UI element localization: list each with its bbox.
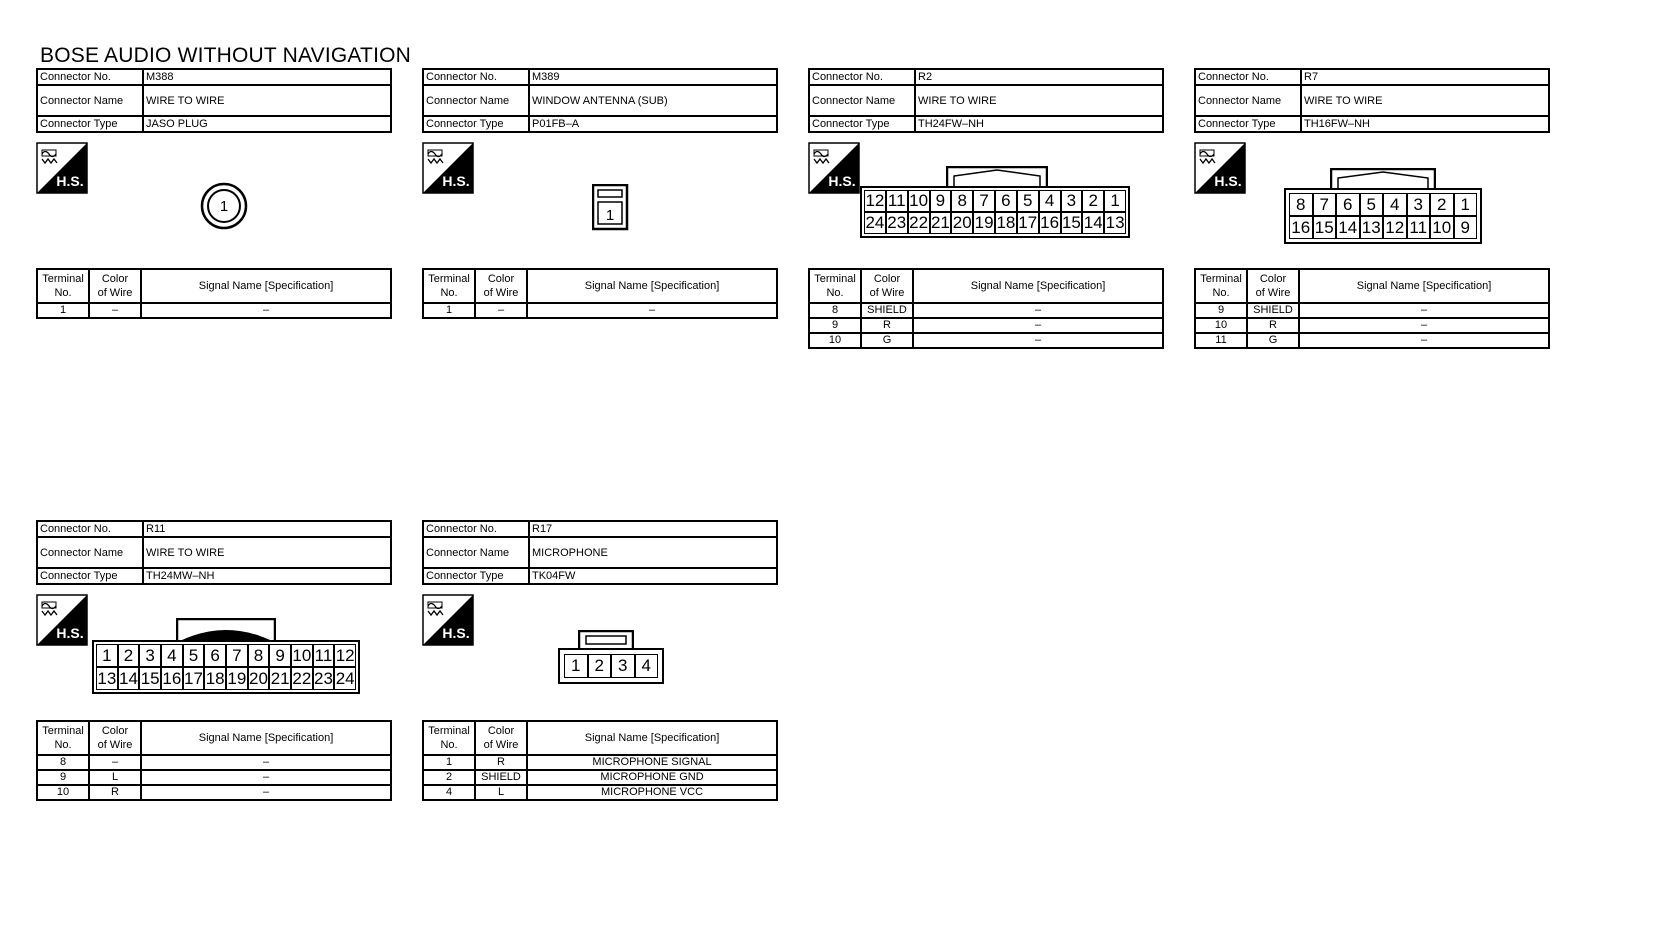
connector-panel-r11 <box>36 520 394 820</box>
pin-cell: 15 <box>1061 213 1081 232</box>
pin-cell: 18 <box>204 667 226 690</box>
pin-cell: 10 <box>1430 216 1454 239</box>
pin-cell: 16 <box>1289 216 1313 239</box>
connector-type-label: Connector Type <box>809 116 915 132</box>
table-row: 10 R – <box>37 785 391 800</box>
table-row: 8 – – <box>37 755 391 770</box>
hs-label: H.S. <box>828 173 856 189</box>
pin-cell: 1 <box>1104 190 1126 212</box>
color-header: Color of Wire <box>475 269 527 303</box>
harness-side-icon <box>1194 142 1246 194</box>
pin-cell: 3 <box>1407 193 1431 216</box>
connector-name-label: Connector Name <box>37 537 143 568</box>
pin-cell: 9 <box>930 190 952 212</box>
pin-cell: 4 <box>1383 193 1407 216</box>
table-row: 1 – – <box>423 303 777 318</box>
connector-type-value: TH24FW–NH <box>915 116 1163 132</box>
pin-cell: 10 <box>909 191 929 210</box>
connector-name-value: WIRE TO WIRE <box>143 537 391 568</box>
pin-cell: 2 <box>118 644 140 667</box>
connector-type-label: Connector Type <box>37 116 143 132</box>
pin-cell: 7 <box>1313 193 1337 216</box>
connector-no-label: Connector No. <box>423 521 529 537</box>
pin-cell: 19 <box>974 213 994 232</box>
terminal-no-header: Terminal No. <box>1195 269 1247 303</box>
connector-name-label: Connector Name <box>423 537 529 568</box>
signal-header: Signal Name [Specification] <box>141 721 391 755</box>
pin-cell: 20 <box>952 213 972 232</box>
hs-label: H.S. <box>442 625 470 641</box>
connector-type-label: Connector Type <box>1195 116 1301 132</box>
signal-header: Signal Name [Specification] <box>141 269 391 303</box>
connector-face-r11 <box>92 640 360 694</box>
connector-name-label: Connector Name <box>423 85 529 116</box>
connector-latch <box>176 618 276 642</box>
terminal-no-header: Terminal No. <box>423 721 475 755</box>
connector-type-label: Connector Type <box>423 116 529 132</box>
color-header: Color of Wire <box>475 721 527 755</box>
table-row: 11 G – <box>1195 333 1549 348</box>
terminal-table <box>1194 268 1550 349</box>
color-header: Color of Wire <box>1247 269 1299 303</box>
connector-no-value: R7 <box>1301 69 1549 85</box>
connector-type-value: TH16FW–NH <box>1301 116 1549 132</box>
pin-cell: 18 <box>996 213 1016 232</box>
pin-cell: 21 <box>930 213 950 232</box>
pin-cell: 24 <box>334 667 356 690</box>
connector-name-value: WIRE TO WIRE <box>143 85 391 116</box>
connector-type-value: TH24MW–NH <box>143 568 391 584</box>
pin-cell: 11 <box>1407 216 1431 239</box>
hs-label: H.S. <box>56 173 84 189</box>
connector-face-r7 <box>1284 188 1482 244</box>
connector-face-m389 <box>592 184 630 232</box>
connector-no-label: Connector No. <box>809 69 915 85</box>
pin-cell: 24 <box>865 213 885 232</box>
pin-cell: 4 <box>1039 190 1061 212</box>
hs-label: H.S. <box>56 625 84 641</box>
pin-cell: 4 <box>635 654 659 678</box>
table-row: 8 SHIELD – <box>809 303 1163 318</box>
connector-name-value: WINDOW ANTENNA (SUB) <box>529 85 777 116</box>
table-row: 10 G – <box>809 333 1163 348</box>
connector-panel-m389 <box>422 68 780 368</box>
pin-cell: 2 <box>1082 190 1104 212</box>
terminal-no-header: Terminal No. <box>423 269 475 303</box>
terminal-table <box>422 720 778 801</box>
terminal-table <box>36 268 392 319</box>
pin-cell: 16 <box>1040 213 1060 232</box>
pin-cell: 23 <box>887 213 907 232</box>
signal-header: Signal Name [Specification] <box>527 269 777 303</box>
pin-cell: 14 <box>1083 213 1103 232</box>
hs-label: H.S. <box>442 173 470 189</box>
connector-panel-r17 <box>422 520 780 820</box>
connector-header <box>422 68 778 133</box>
harness-side-icon <box>808 142 860 194</box>
pin-cell: 10 <box>291 644 313 667</box>
color-header: Color of Wire <box>89 269 141 303</box>
pin-cell: 17 <box>1018 213 1038 232</box>
pin-cell: 14 <box>118 667 140 690</box>
pin-cell: 6 <box>1336 193 1360 216</box>
pin-cell: 3 <box>1061 190 1083 212</box>
harness-side-icon <box>36 594 88 646</box>
pin-cell: 5 <box>183 644 205 667</box>
connector-latch <box>946 166 1048 188</box>
connector-type-label: Connector Type <box>37 568 143 584</box>
terminal-no-header: Terminal No. <box>809 269 861 303</box>
pin-cell: 21 <box>269 667 291 690</box>
connector-no-value: R2 <box>915 69 1163 85</box>
pin-cell: 17 <box>183 667 205 690</box>
pin-cell: 19 <box>226 667 248 690</box>
table-row: 9 R – <box>809 318 1163 333</box>
pin-cell: 11 <box>313 644 335 667</box>
color-header: Color of Wire <box>861 269 913 303</box>
pin-cell: 12 <box>865 191 885 210</box>
pin-cell: 15 <box>139 667 161 690</box>
hs-label: H.S. <box>1214 173 1242 189</box>
terminal-no-header: Terminal No. <box>37 269 89 303</box>
pin-cell: 1 <box>564 654 588 678</box>
pin-cell: 6 <box>204 644 226 667</box>
connector-name-label: Connector Name <box>1195 85 1301 116</box>
table-row: 2 SHIELD MICROPHONE GND <box>423 770 777 785</box>
connector-face-m388 <box>200 182 250 232</box>
connector-no-label: Connector No. <box>423 69 529 85</box>
table-row: 1 – – <box>37 303 391 318</box>
connector-type-value: P01FB–A <box>529 116 777 132</box>
connector-no-label: Connector No. <box>1195 69 1301 85</box>
connector-header <box>36 68 392 133</box>
connector-name-value: MICROPHONE <box>529 537 777 568</box>
connector-no-value: M389 <box>529 69 777 85</box>
connector-header <box>422 520 778 585</box>
pin-cell: 7 <box>226 644 248 667</box>
pin-cell: 14 <box>1336 216 1360 239</box>
pin-cell: 15 <box>1313 216 1337 239</box>
pin-cell: 8 <box>1289 193 1313 216</box>
pin-cell: 23 <box>313 667 335 690</box>
pin-cell: 13 <box>1360 216 1384 239</box>
harness-side-icon <box>36 142 88 194</box>
pin-cell: 16 <box>161 667 183 690</box>
pin-cell: 5 <box>1017 190 1039 212</box>
pin-cell: 8 <box>248 644 270 667</box>
pin-cell: 7 <box>973 190 995 212</box>
signal-header: Signal Name [Specification] <box>1299 269 1549 303</box>
connector-header <box>808 68 1164 133</box>
connector-name-value: WIRE TO WIRE <box>915 85 1163 116</box>
pin-cell: 13 <box>1105 213 1125 232</box>
pin-cell: 8 <box>951 190 973 212</box>
pin-cell: 5 <box>1360 193 1384 216</box>
pin-label: 1 <box>219 198 229 215</box>
signal-header: Signal Name [Specification] <box>527 721 777 755</box>
connector-type-value: JASO PLUG <box>143 116 391 132</box>
pin-cell: 20 <box>248 667 270 690</box>
page-title: BOSE AUDIO WITHOUT NAVIGATION <box>40 44 412 67</box>
connector-no-value: R11 <box>143 521 391 537</box>
pin-cell: 12 <box>1383 216 1407 239</box>
table-row: 9 L – <box>37 770 391 785</box>
connector-panel-r2 <box>808 68 1166 368</box>
connector-type-value: TK04FW <box>529 568 777 584</box>
pin-cell: 1 <box>96 644 118 667</box>
connector-no-value: R17 <box>529 521 777 537</box>
pin-cell: 3 <box>139 644 161 667</box>
connector-name-label: Connector Name <box>37 85 143 116</box>
pin-cell: 22 <box>291 667 313 690</box>
connector-panel-r7 <box>1194 68 1552 368</box>
pin-cell: 2 <box>588 654 612 678</box>
color-header: Color of Wire <box>89 721 141 755</box>
pin-cell: 9 <box>1454 216 1478 239</box>
pin-cell: 22 <box>909 213 929 232</box>
pin-cell: 2 <box>1430 193 1454 216</box>
connector-panel-m388 <box>36 68 394 368</box>
terminal-table <box>36 720 392 801</box>
terminal-table <box>422 268 778 319</box>
connector-name-label: Connector Name <box>809 85 915 116</box>
table-row: 1 R MICROPHONE SIGNAL <box>423 755 777 770</box>
pin-cell: 12 <box>334 644 356 667</box>
table-row: 10 R – <box>1195 318 1549 333</box>
signal-header: Signal Name [Specification] <box>913 269 1163 303</box>
pin-cell: 4 <box>161 644 183 667</box>
pin-cell: 6 <box>995 190 1017 212</box>
pin-cell: 1 <box>1454 193 1478 216</box>
pin-label: 1 <box>605 207 615 224</box>
connector-name-value: WIRE TO WIRE <box>1301 85 1549 116</box>
table-row: 9 SHIELD – <box>1195 303 1549 318</box>
harness-side-icon <box>422 594 474 646</box>
connector-type-label: Connector Type <box>423 568 529 584</box>
pin-cell: 3 <box>611 654 635 678</box>
pin-cell: 9 <box>269 644 291 667</box>
terminal-no-header: Terminal No. <box>37 721 89 755</box>
connector-header <box>36 520 392 585</box>
connector-latch <box>1330 168 1436 190</box>
pin-cell: 13 <box>96 667 118 690</box>
terminal-table <box>808 268 1164 349</box>
table-row: 4 L MICROPHONE VCC <box>423 785 777 800</box>
connector-no-label: Connector No. <box>37 521 143 537</box>
connector-no-label: Connector No. <box>37 69 143 85</box>
pin-cell: 11 <box>886 190 908 212</box>
connector-face-r2 <box>860 186 1130 238</box>
connector-header <box>1194 68 1550 133</box>
connector-no-value: M388 <box>143 69 391 85</box>
connector-face-r17 <box>558 648 664 684</box>
harness-side-icon <box>422 142 474 194</box>
